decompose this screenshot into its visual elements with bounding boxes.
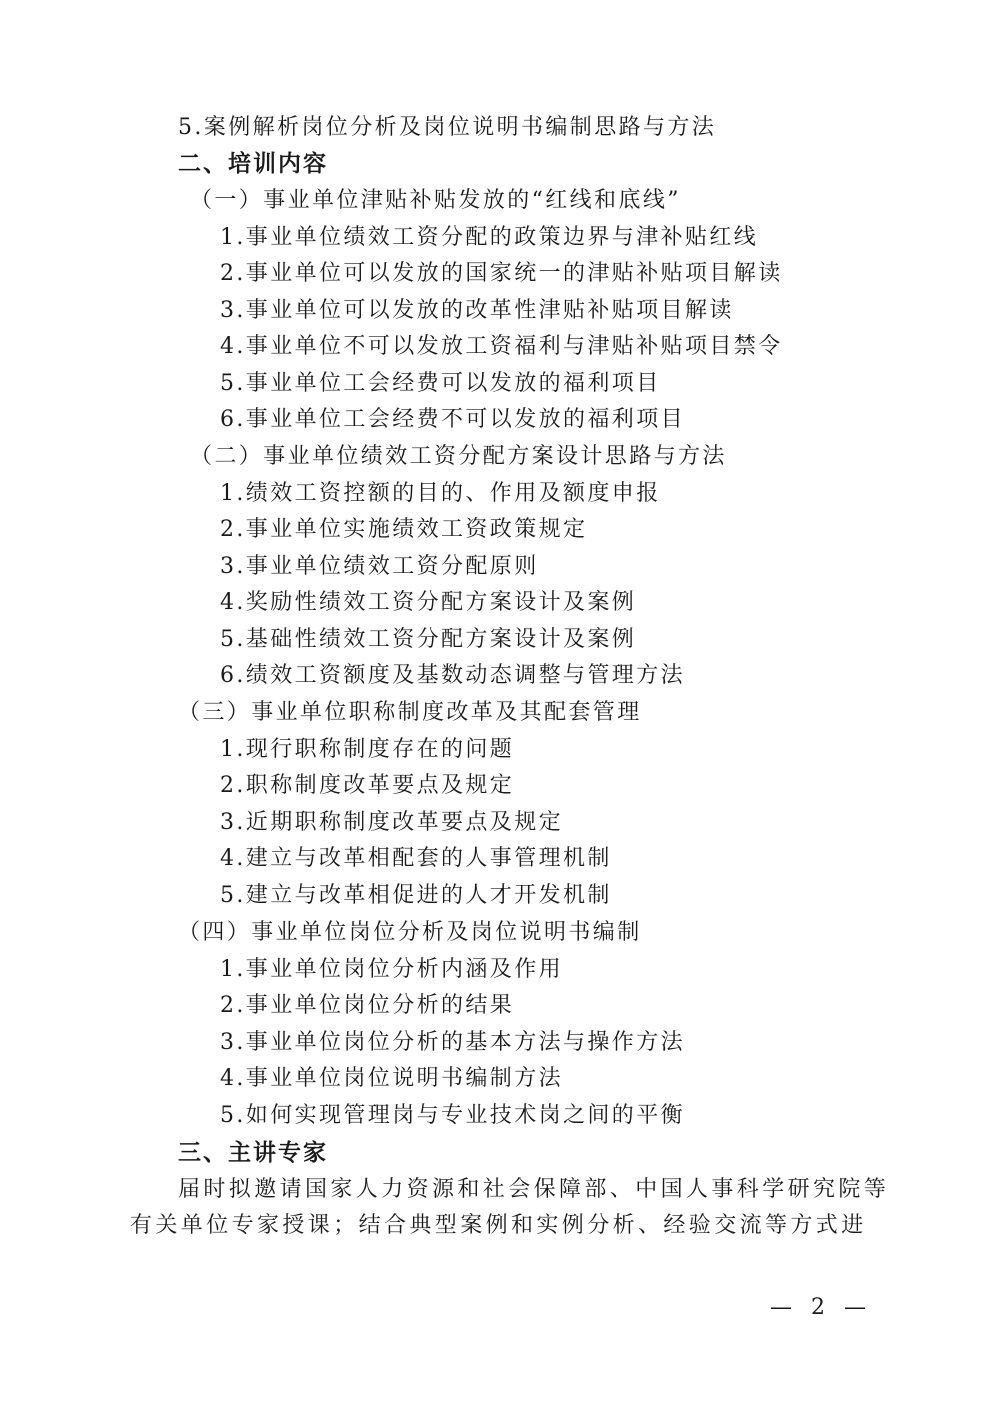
list-item: 4.建立与改革相配套的人事管理机制 (220, 846, 612, 871)
list-item: 3.事业单位可以发放的改革性津贴补贴项目解读 (220, 298, 734, 323)
paragraph-line: 有关单位专家授课；结合典型案例和实例分析、经验交流等方式进 (130, 1213, 867, 1238)
list-item: 5.事业单位工会经费可以发放的福利项目 (220, 371, 661, 396)
subsection-heading: （二）事业单位绩效工资分配方案设计思路与方法 (190, 444, 727, 469)
section-heading: 三、主讲专家 (178, 1140, 328, 1166)
list-item: 5.如何实现管理岗与专业技术岗之间的平衡 (220, 1103, 685, 1128)
list-item: 2.事业单位岗位分析的结果 (220, 993, 515, 1018)
list-item: 6.绩效工资额度及基数动态调整与管理方法 (220, 663, 685, 688)
page-number: — 2 — (770, 1295, 872, 1320)
list-item: 3.事业单位岗位分析的基本方法与操作方法 (220, 1030, 685, 1055)
list-item: 2.事业单位实施绩效工资政策规定 (220, 517, 588, 542)
list-item: 6.事业单位工会经费不可以发放的福利项目 (220, 407, 685, 432)
subsection-heading: （四）事业单位岗位分析及岗位说明书编制 (178, 920, 642, 945)
list-item: 2.职称制度改革要点及规定 (220, 773, 515, 798)
section-heading: 二、培训内容 (178, 151, 328, 177)
list-item: 1.事业单位绩效工资分配的政策边界与津补贴红线 (220, 225, 759, 250)
list-item: 1.绩效工资控额的目的、作用及额度申报 (220, 481, 661, 506)
list-item: 3.事业单位绩效工资分配原则 (220, 554, 539, 579)
list-item: 4.奖励性绩效工资分配方案设计及案例 (220, 590, 637, 615)
list-item: 2.事业单位可以发放的国家统一的津贴补贴项目解读 (220, 261, 783, 286)
list-item: 5.基础性绩效工资分配方案设计及案例 (220, 627, 637, 652)
paragraph-line: 届时拟邀请国家人力资源和社会保障部、中国人事科学研究院等 (178, 1177, 890, 1202)
subsection-heading: （一）事业单位津贴补贴发放的“红线和底线” (190, 188, 681, 213)
list-item: 1.事业单位岗位分析内涵及作用 (220, 957, 563, 982)
list-item: 4.事业单位不可以发放工资福利与津贴补贴项目禁令 (220, 334, 783, 359)
subsection-heading: （三）事业单位职称制度改革及其配套管理 (178, 700, 642, 725)
list-item: 5.建立与改革相促进的人才开发机制 (220, 883, 612, 908)
list-item: 3.近期职称制度改革要点及规定 (220, 810, 563, 835)
list-item: 4.事业单位岗位说明书编制方法 (220, 1066, 563, 1091)
list-item: 1.现行职称制度存在的问题 (220, 737, 515, 762)
text-line: 5.案例解析岗位分析及岗位说明书编制思路与方法 (178, 115, 717, 140)
